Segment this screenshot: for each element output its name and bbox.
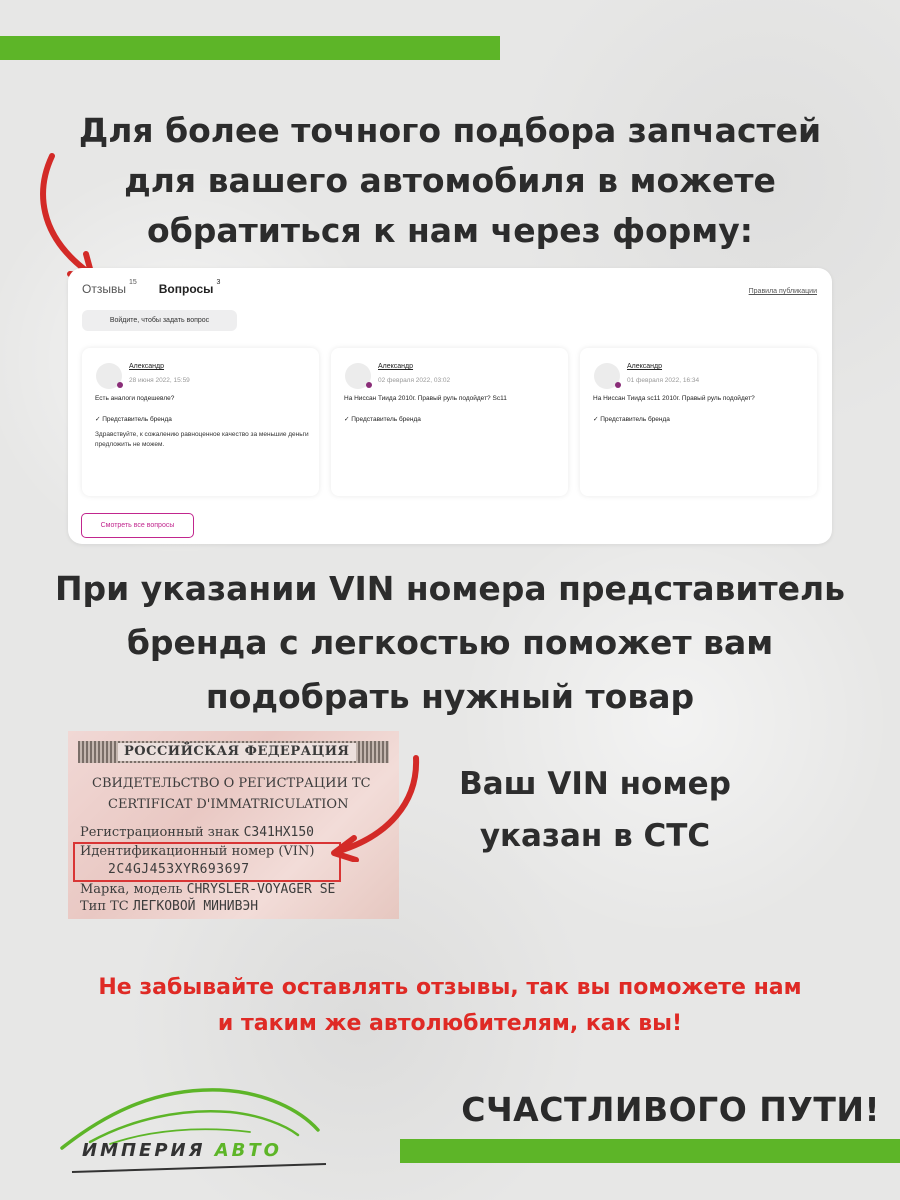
certificate-country: РОССИЙСКАЯ ФЕДЕРАЦИЯ bbox=[118, 743, 356, 761]
all-questions-button[interactable]: Смотреть все вопросы bbox=[81, 513, 194, 538]
question-author[interactable]: Александр bbox=[627, 363, 663, 370]
review-reminder-line: Не забывайте оставлять отзывы, так вы поможете нам bbox=[98, 975, 802, 1000]
type-label: Тип ТС bbox=[80, 899, 129, 914]
certificate-type-row bbox=[80, 899, 258, 914]
certificate-title-fr: CERTIFICAT D'IMMATRICULATION bbox=[108, 797, 349, 812]
middle-heading-line: При указании VIN номера представитель bbox=[54, 569, 846, 608]
car-logo-icon bbox=[50, 1080, 340, 1180]
question-card bbox=[580, 348, 817, 496]
brand-rep-label: ✓ Представитель бренда bbox=[593, 416, 670, 423]
farewell-text: СЧАСТЛИВОГО ПУТИ! bbox=[461, 1090, 880, 1129]
middle-heading-line: бренда с легкостью поможет вам bbox=[126, 623, 774, 662]
model-label: Марка, модель bbox=[80, 882, 183, 897]
middle-heading bbox=[0, 562, 900, 724]
reg-value: С341НХ150 bbox=[243, 825, 315, 840]
review-reminder bbox=[0, 970, 900, 1042]
question-date: 02 февраля 2022, 03:02 bbox=[378, 377, 451, 384]
green-accent-bar-bottom bbox=[400, 1139, 900, 1163]
avatar bbox=[594, 363, 620, 389]
model-value: CHRYSLER-VOYAGER SE bbox=[186, 882, 336, 897]
vin-note bbox=[430, 758, 760, 862]
questions-widget bbox=[68, 268, 832, 544]
question-date: 01 февраля 2022, 16:34 bbox=[627, 377, 700, 384]
tabs bbox=[82, 279, 221, 296]
question-text: Есть аналоги подешевле? bbox=[95, 395, 175, 402]
top-heading-line: для вашего автомобиля в можете bbox=[124, 161, 776, 200]
question-text: На Ниссан Тиида sc11 2010г. Правый руль подойдет? bbox=[593, 395, 755, 402]
question-text: На Ниссан Тиида 2010г. Правый руль подойдет? Sc11 bbox=[344, 395, 507, 402]
logo-word: ИМПЕРИЯ bbox=[82, 1140, 206, 1161]
tab-questions[interactable] bbox=[158, 279, 221, 296]
question-author[interactable]: Александр bbox=[129, 363, 165, 370]
tab-questions-count: 3 bbox=[216, 279, 221, 286]
reg-label: Регистрационный знак bbox=[80, 825, 240, 840]
red-arrow-icon bbox=[318, 752, 428, 862]
question-card bbox=[82, 348, 319, 496]
vin-highlight-box bbox=[73, 842, 341, 882]
certificate-reg-row bbox=[80, 825, 314, 840]
question-author[interactable]: Александр bbox=[378, 363, 414, 370]
vin-note-line: Ваш VIN номер bbox=[459, 766, 731, 802]
vin-note-line: указан в СТС bbox=[479, 818, 711, 854]
vin-label: Идентификационный номер (VIN) bbox=[80, 844, 315, 859]
certificate-model-row bbox=[80, 882, 335, 897]
top-heading-line: обратиться к нам через форму: bbox=[147, 211, 753, 250]
question-card bbox=[331, 348, 568, 496]
avatar bbox=[96, 363, 122, 389]
review-reminder-line: и таким же автолюбителям, как вы! bbox=[217, 1011, 683, 1036]
middle-heading-line: подобрать нужный товар bbox=[205, 677, 695, 716]
answer-text: Здравствуйте, к сожалению равноценное качество за меньшие деньги предложить не можем. bbox=[95, 431, 309, 448]
question-date: 28 июня 2022, 15:59 bbox=[129, 377, 190, 384]
top-heading-line: Для более точного подбора запчастей bbox=[78, 111, 822, 150]
certificate-title-ru: СВИДЕТЕЛЬСТВО О РЕГИСТРАЦИИ ТС bbox=[92, 776, 371, 791]
brand-logo-text bbox=[82, 1140, 282, 1161]
tab-reviews[interactable] bbox=[82, 279, 137, 296]
tab-reviews-label: Отзывы bbox=[82, 282, 126, 296]
tab-reviews-count: 15 bbox=[128, 279, 137, 286]
ask-question-button[interactable]: Войдите, чтобы задать вопрос bbox=[82, 310, 237, 331]
logo-word-accent: АВТО bbox=[214, 1140, 282, 1161]
type-value: ЛЕГКОВОЙ МИНИВЭН bbox=[132, 899, 259, 914]
top-heading bbox=[0, 106, 900, 256]
vin-value: 2C4GJ453XYR693697 bbox=[108, 862, 250, 877]
brand-rep-label: ✓ Представитель бренда bbox=[95, 416, 172, 423]
brand-rep-label: ✓ Представитель бренда bbox=[344, 416, 421, 423]
green-accent-bar-top bbox=[0, 36, 500, 60]
tab-questions-label: Вопросы bbox=[158, 282, 214, 296]
rules-link[interactable]: Правила публикации bbox=[748, 288, 817, 295]
avatar bbox=[345, 363, 371, 389]
